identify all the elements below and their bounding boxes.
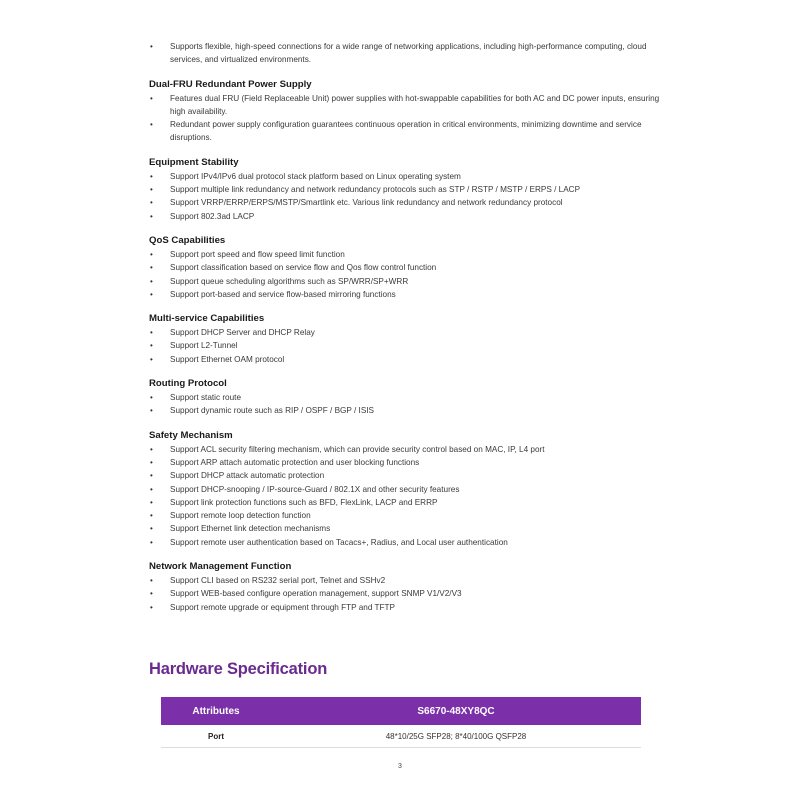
list-item: • Support DHCP-snooping / IP-source-Guard / 802.1X and other security features: [149, 483, 669, 496]
bullet-list: [149, 248, 669, 301]
list-item: • Support classification based on service flow and Qos flow control function: [149, 261, 669, 274]
list-item: • Features dual FRU (Field Replaceable Unit) power supplies with hot-swappable capabilities for both AC and DC power inputs, ensuring high availability.: [149, 92, 669, 119]
section-equipment-stability: [149, 156, 669, 223]
bullet-list: [149, 574, 669, 614]
list-item: • Support remote loop detection function: [149, 509, 669, 522]
section-safety: [149, 429, 669, 549]
list-item: • Support Ethernet OAM protocol: [149, 353, 669, 366]
list-item: • Support remote upgrade or equipment through FTP and TFTP: [149, 601, 669, 614]
list-item: • Support port-based and service flow-based mirroring functions: [149, 288, 669, 301]
table-header-row: [161, 697, 641, 725]
section-heading: QoS Capabilities: [149, 234, 226, 246]
bullet-list: [149, 170, 669, 223]
list-item: • Support WEB-based configure operation management, support SNMP V1/V2/V3: [149, 587, 669, 600]
list-item: • Support DHCP attack automatic protection: [149, 469, 669, 482]
list-item: • Support ARP attach automatic protection and user blocking functions: [149, 456, 669, 469]
list-item: • Support dynamic route such as RIP / OSPF / BGP / ISIS: [149, 404, 669, 417]
bullet-list: [149, 326, 669, 366]
list-item: • Support static route: [149, 391, 669, 404]
list-item: • Support link protection functions such as BFD, FlexLink, LACP and ERRP: [149, 496, 669, 509]
list-item: • Support VRRP/ERRP/ERPS/MSTP/Smartlink etc. Various link redundancy and network redundancy protocol: [149, 196, 669, 209]
hardware-spec-table: [161, 697, 641, 748]
list-item: • Support remote user authentication based on Tacacs+, Radius, and Local user authentication: [149, 536, 669, 549]
section-heading: Safety Mechanism: [149, 429, 233, 441]
list-item: • Support L2-Tunnel: [149, 339, 669, 352]
list-item: • Support DHCP Server and DHCP Relay: [149, 326, 669, 339]
section-routing: [149, 377, 669, 418]
list-item: • Support ACL security filtering mechanism, which can provide security control based on MAC, IP, L4 port: [149, 443, 669, 456]
section-qos: [149, 234, 669, 301]
page-number: 3: [398, 763, 402, 770]
list-item: • Redundant power supply configuration guarantees continuous operation in critical environments, minimizing downtime and service disruptions.: [149, 118, 669, 145]
intro-bullet-list: [149, 40, 669, 67]
list-item: • Support port speed and flow speed limit function: [149, 248, 669, 261]
bullet-list: [149, 443, 669, 549]
list-item: • Supports flexible, high-speed connections for a wide range of networking applications, including high-performance computing, cloud services, and virtualized environments.: [149, 40, 669, 67]
hardware-spec-title: Hardware Specification: [149, 660, 328, 678]
section-power-supply: [149, 78, 669, 145]
page-content: [149, 40, 669, 614]
table-cell-attribute: Port: [161, 725, 271, 748]
list-item: • Support multiple link redundancy and network redundancy protocols such as STP / RSTP / MSTP / ERPS / LACP: [149, 183, 669, 196]
table-cell-value: 48*10/25G SFP28; 8*40/100G QSFP28: [271, 725, 641, 748]
section-multi-service: [149, 312, 669, 366]
list-item: • Support queue scheduling algorithms such as SP/WRR/SP+WRR: [149, 275, 669, 288]
section-heading: Dual-FRU Redundant Power Supply: [149, 78, 312, 90]
list-item: • Support 802.3ad LACP: [149, 210, 669, 223]
list-item: • Support Ethernet link detection mechanisms: [149, 522, 669, 535]
column-header-model: S6670-48XY8QC: [271, 697, 641, 725]
table-row: [161, 725, 641, 748]
section-network-management: [149, 560, 669, 614]
column-header-attributes: Attributes: [161, 697, 271, 725]
bullet-list: [149, 391, 669, 418]
list-item: • Support IPv4/IPv6 dual protocol stack platform based on Linux operating system: [149, 170, 669, 183]
section-heading: Equipment Stability: [149, 156, 239, 168]
section-heading: Network Management Function: [149, 561, 292, 573]
section-heading: Routing Protocol: [149, 378, 227, 390]
bullet-list: [149, 92, 669, 145]
section-heading: Multi-service Capabilities: [149, 313, 265, 325]
list-item: • Support CLI based on RS232 serial port, Telnet and SSHv2: [149, 574, 669, 587]
